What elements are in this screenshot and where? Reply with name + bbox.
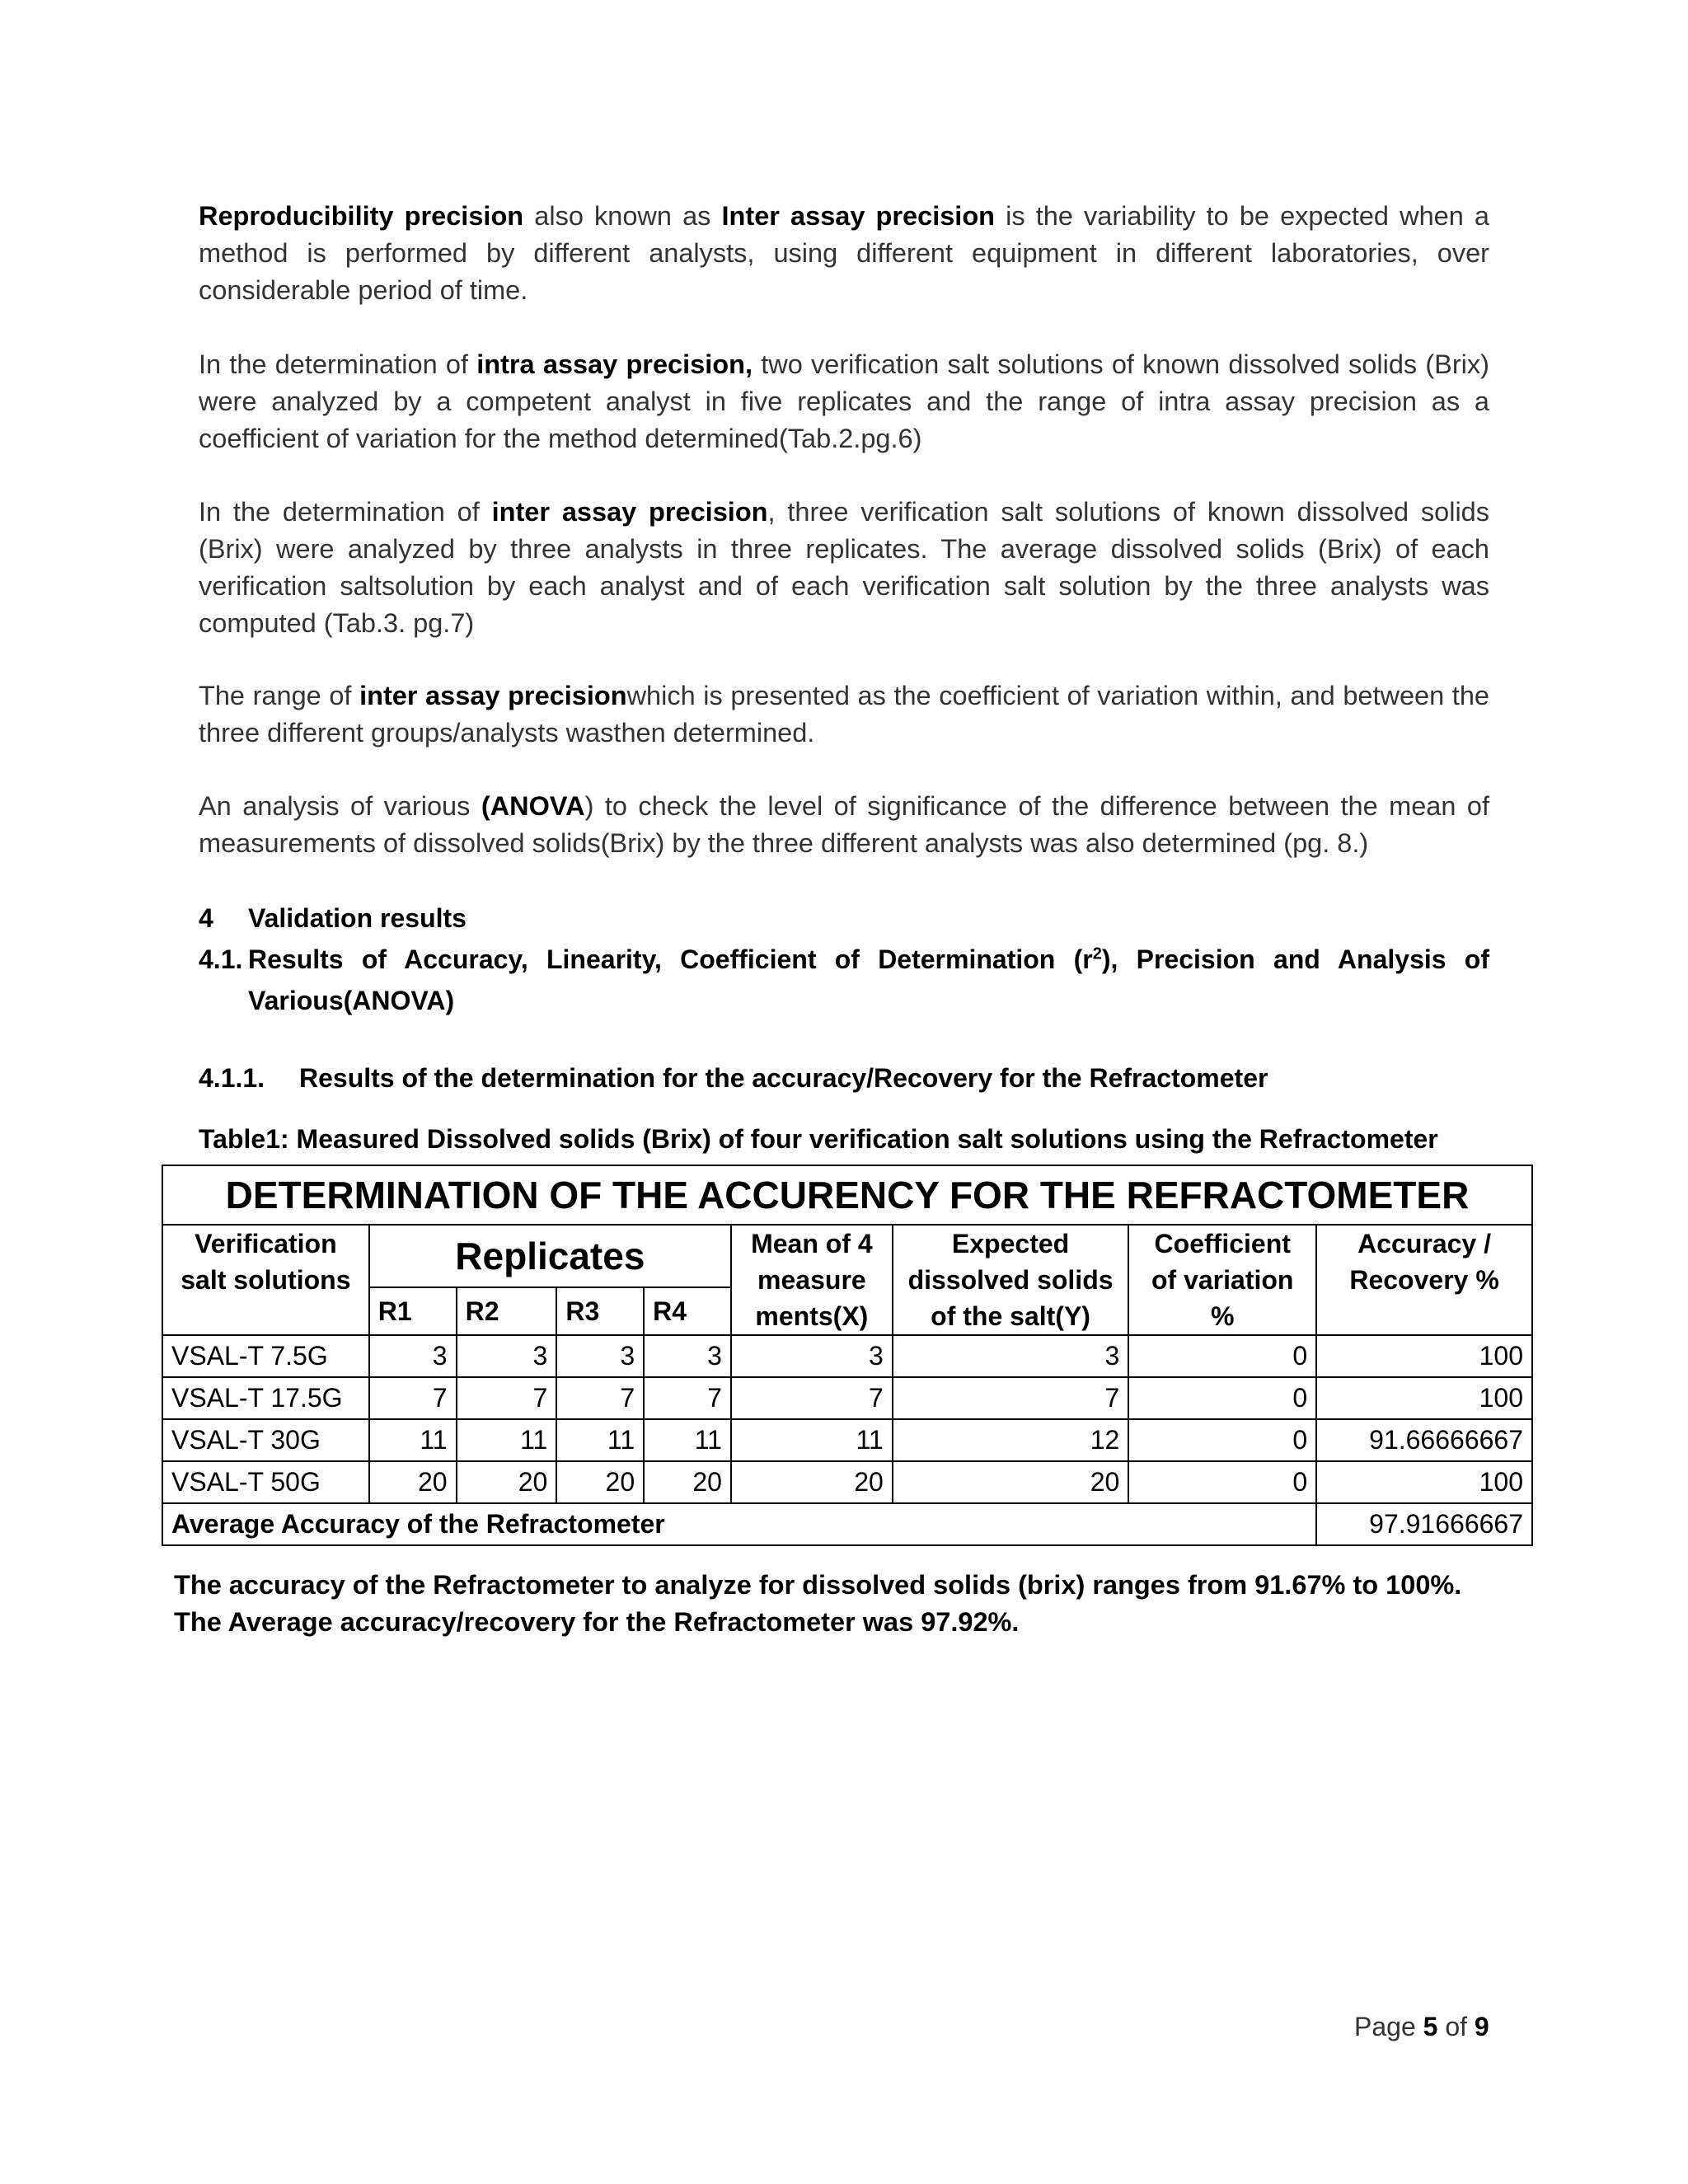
header-text: % [1211,1301,1235,1331]
header-text: dissolved solids [907,1265,1114,1295]
cell-r4: 7 [644,1377,731,1419]
cell-r1: 20 [369,1461,457,1503]
cell-solution: VSAL-T 50G [162,1461,369,1503]
bold-term: inter assay precision [491,497,768,527]
bold-term: Reproducibility precision [199,201,524,231]
page-number: 5 [1423,2012,1438,2041]
page-total: 9 [1474,2012,1489,2041]
footer-text: of [1445,2012,1467,2041]
table-row [162,1335,1532,1377]
cell-cv: 0 [1128,1377,1316,1419]
header-text: Mean of 4 [751,1229,873,1258]
header-text: Accuracy / [1357,1229,1491,1258]
paragraph-text: The range of [199,681,360,710]
table-caption: Table1: Measured Dissolved solids (Brix) of four verification salt solutions using the Refractometer [199,1124,1438,1154]
paragraph-text: is the variability to be expected when a method is performed by different analysts, using different equipment in different laboratories, over considerable period of time. [199,201,1489,305]
cell-expected: 12 [893,1419,1129,1461]
paragraph-text: In the determination of [199,349,477,379]
header-r4: R4 [644,1287,731,1335]
section-number: 4.1. [199,944,243,974]
header-verification [162,1225,369,1335]
cell-solution: VSAL-T 7.5G [162,1335,369,1377]
section-number: 4.1.1. [199,1063,265,1093]
superscript: 2 [1092,944,1102,963]
table-title: DETERMINATION OF THE ACCURENCY FOR THE REFRACTOMETER [162,1165,1532,1225]
cell-r1: 11 [369,1419,457,1461]
cell-r3: 11 [556,1419,644,1461]
header-text: of variation [1151,1265,1294,1295]
bold-term: (ANOVA [481,791,585,821]
paragraph-text: In the determination of [199,497,492,527]
paragraph-reproducibility [199,198,1489,309]
cell-r3: 7 [556,1377,644,1419]
paragraph-text: ) to check the level of significance of the difference between the mean of measurements of dissolved solids(Brix) by the three different analysts was also determined (pg. 8.) [199,791,1489,858]
section-number: 4 [199,903,213,933]
cell-expected: 20 [893,1461,1129,1503]
cell-r2: 3 [457,1335,557,1377]
table-row-average [162,1503,1532,1545]
footer-text: Page [1354,2012,1416,2041]
header-r1: R1 [369,1287,457,1335]
cell-r3: 20 [556,1461,644,1503]
section-title: Results of the determination for the accuracy/Recovery for the Refractometer [299,1063,1268,1093]
cell-accuracy: 91.66666667 [1316,1419,1532,1461]
section-heading-4-1 [199,939,1489,1021]
cell-accuracy: 100 [1316,1335,1532,1377]
paragraph-anova [199,788,1489,862]
cell-accuracy: 100 [1316,1461,1532,1503]
section-title [248,939,1489,1021]
section-heading-4-1-1 [199,1060,1268,1097]
cell-cv: 0 [1128,1461,1316,1503]
header-accuracy [1316,1225,1532,1335]
section-heading-4 [199,900,467,937]
header-text: Recovery % [1349,1265,1499,1295]
table-row [162,1419,1532,1461]
paragraph-inter-assay [199,494,1489,642]
cell-r2: 11 [457,1419,557,1461]
header-text: Verification [195,1229,337,1258]
cell-r4: 11 [644,1419,731,1461]
cell-mean: 20 [731,1461,893,1503]
header-text: of the salt(Y) [931,1301,1090,1331]
cell-accuracy: 100 [1316,1377,1532,1419]
cell-expected: 3 [893,1335,1129,1377]
header-r2: R2 [457,1287,557,1335]
cell-expected: 7 [893,1377,1129,1419]
section-title-part: ), Precision and Analysis of Various(ANOVA) [248,944,1490,1015]
paragraph-text: An analysis of various [199,791,481,821]
header-expected [893,1225,1129,1335]
header-text: ments(X) [755,1301,869,1331]
paragraph-text: also known as [523,201,722,231]
cell-solution: VSAL-T 30G [162,1419,369,1461]
cell-mean: 3 [731,1335,893,1377]
cell-average-label: Average Accuracy of the Refractometer [162,1503,1316,1545]
paragraph-text: which is presented as the coefficient of variation within, and between the three different groups/analysts wasthen determined. [199,681,1489,748]
header-text: Coefficient [1154,1229,1291,1258]
header-r3: R3 [556,1287,644,1335]
header-replicates: Replicates [369,1225,731,1287]
page-footer [1354,2012,1489,2042]
cell-solution: VSAL-T 17.5G [162,1377,369,1419]
header-cv [1128,1225,1316,1335]
paragraph-text: two verification salt solutions of known dissolved solids (Brix) were analyzed by a competent analyst in five replicates and the range of intra assay precision as a coefficient of variation for the method determined(Tab.2.pg.6) [199,349,1489,453]
cell-r1: 7 [369,1377,457,1419]
table-row [162,1377,1532,1419]
bold-term: intra assay precision, [476,349,753,379]
cell-cv: 0 [1128,1335,1316,1377]
header-text: Expected [951,1229,1070,1258]
accuracy-table [162,1165,1533,1546]
header-text: measure [757,1265,866,1295]
paragraph-intra-assay [199,346,1489,457]
cell-r2: 7 [457,1377,557,1419]
bold-term: Inter assay precision [721,201,996,231]
header-text: salt solutions [181,1265,351,1295]
paragraph-inter-assay-range [199,677,1489,752]
cell-average-value: 97.91666667 [1316,1503,1532,1545]
cell-r1: 3 [369,1335,457,1377]
cell-r4: 3 [644,1335,731,1377]
cell-r3: 3 [556,1335,644,1377]
bold-term: inter assay precision [359,681,627,710]
cell-mean: 7 [731,1377,893,1419]
conclusion-text: The accuracy of the Refractometer to analyze for dissolved solids (brix) ranges from 91.67% to 100%. The Average accuracy/recovery for the Refractometer was 97.92%. [174,1570,1462,1637]
cell-r4: 20 [644,1461,731,1503]
cell-r2: 20 [457,1461,557,1503]
cell-cv: 0 [1128,1419,1316,1461]
table-row [162,1461,1532,1503]
section-title-part: Results of Accuracy, Linearity, Coefficient of Determination (r [248,944,1093,974]
header-mean [731,1225,893,1335]
section-title: Validation results [248,903,467,933]
paragraph-text: , three verification salt solutions of known dissolved solids (Brix) were analyzed by three analysts in three replicates. The average dissolved solids (Brix) of each verification saltsolution by each analyst and of each verification salt solution by the three analysts was computed (Tab.3. pg.7) [199,497,1489,638]
cell-mean: 11 [731,1419,893,1461]
